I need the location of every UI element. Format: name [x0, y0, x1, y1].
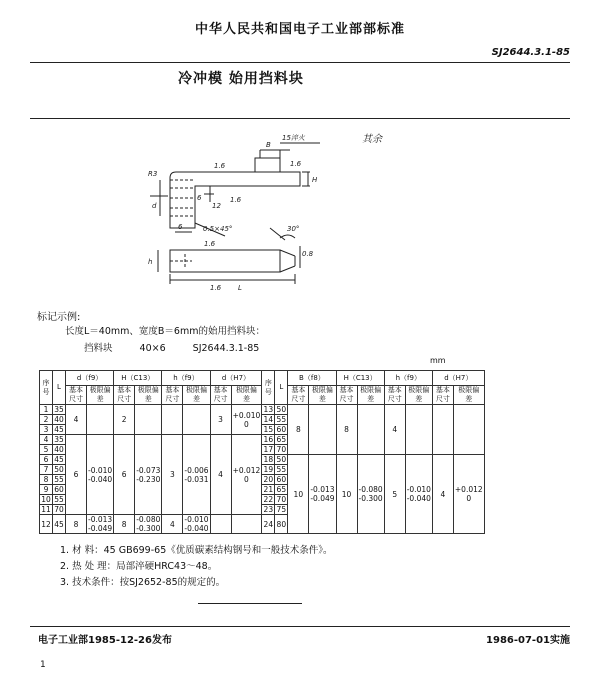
row-seq: 11	[41, 505, 51, 514]
sub-dev: 极限偏差	[87, 386, 114, 405]
label-roughness-2: 1.6	[290, 160, 302, 168]
dH7-2-basic	[432, 405, 453, 455]
row-seq: 4	[40, 435, 53, 445]
row-seq-2: 20	[263, 475, 274, 484]
label-h-side: h	[148, 258, 153, 266]
row-seq-2: 21	[263, 485, 274, 494]
row-seq-2: 23	[263, 505, 274, 514]
row-L-2: 50	[276, 405, 287, 414]
marking-heading: 标记示例:	[37, 312, 81, 323]
dH7-basic: 4	[210, 435, 231, 515]
label-roughness-3: 1.6	[230, 196, 242, 204]
row-L: 40	[54, 445, 64, 454]
sub-dev: 极限偏差	[453, 386, 484, 405]
col-H2-C13: H（C13）	[336, 371, 384, 386]
H-basic: 6	[114, 435, 135, 515]
h-basic	[162, 405, 183, 435]
marking-line1: 长度L＝40mm、宽度B＝6mm的始用挡料块：	[65, 326, 265, 337]
col-H-C13: H（C13）	[114, 371, 162, 386]
sub-basic: 基本尺寸	[66, 386, 87, 405]
H-dev: -0.080 -0.300	[136, 515, 161, 533]
col-h-f9: h（f9）	[162, 371, 210, 386]
dH7-2-basic: 4	[432, 455, 453, 534]
B-basic: 10	[288, 455, 309, 534]
row-L: 35	[54, 405, 64, 414]
marking-size: 40×6	[139, 343, 166, 354]
h2-basic: 4	[384, 405, 405, 455]
d-basic: 6	[66, 435, 87, 515]
label-roughness-1: 1.6	[214, 162, 226, 170]
row-L: 70	[54, 505, 64, 514]
col-d-H7: d（H7）	[210, 371, 262, 386]
row-L: 45	[54, 425, 64, 434]
sub-basic: 基本尺寸	[114, 386, 135, 405]
standard-code: SJ2644.3.1-85	[491, 47, 570, 58]
notes-divider	[198, 603, 302, 604]
row-L-2: 65	[276, 435, 287, 444]
d-dev: -0.010 -0.040	[87, 435, 114, 515]
row-seq-2: 16	[263, 435, 274, 444]
H-dev: -0.073 -0.230	[135, 435, 162, 515]
sub-basic: 基本尺寸	[210, 386, 231, 405]
effective-date: 1986-07-01实施	[486, 635, 570, 646]
h-basic: 3	[162, 435, 183, 515]
col-h2-f9: h（f9）	[384, 371, 432, 386]
label-six-b: 6	[178, 223, 183, 231]
note-2: 2. 热 处 理：局部淬硬HRC43～48。	[60, 561, 218, 572]
h2-basic: 5	[384, 455, 405, 534]
sub-dev: 极限偏差	[405, 386, 432, 405]
row-L-2: 55	[276, 415, 287, 424]
row-L-2: 80	[275, 515, 288, 534]
d-dev: -0.013 -0.049	[88, 515, 113, 533]
col-B-f8: B（f8）	[288, 371, 336, 386]
row-L-2: 60	[276, 425, 287, 434]
row-L-2: 55	[276, 465, 287, 474]
sub-basic: 基本尺寸	[384, 386, 405, 405]
row-seq: 1	[40, 405, 53, 415]
sub-dev: 极限偏差	[231, 386, 262, 405]
label-r3: R3	[148, 170, 158, 178]
d-basic: 4	[66, 405, 87, 435]
col-seq-2: 序号	[262, 371, 275, 405]
spec-table	[39, 370, 485, 534]
unit-label: mm	[430, 356, 446, 365]
h-dev	[183, 405, 210, 435]
row-seq-2: 22	[263, 495, 274, 504]
row-L: 55	[54, 475, 64, 484]
label-chamfer: 0.5×45°	[203, 225, 233, 233]
row-L: 60	[54, 485, 64, 494]
sub-dev: 极限偏差	[309, 386, 336, 405]
h2-dev	[405, 405, 432, 455]
marking-line2	[84, 340, 283, 354]
issue-date: 电子工业部1985-12-26发布	[38, 635, 172, 646]
dH7-dev	[231, 515, 262, 534]
row-L-2: 70	[276, 445, 287, 454]
col-d2-H7: d（H7）	[432, 371, 484, 386]
row-L-2: 65	[276, 485, 287, 494]
sub-basic: 基本尺寸	[288, 386, 309, 405]
document-title: 冷冲模 始用挡料块	[178, 71, 304, 87]
h-basic: 4	[162, 515, 183, 534]
dH7-dev: +0.010 0	[231, 405, 262, 435]
row-seq-2: 19	[263, 465, 274, 474]
row-seq: 9	[40, 485, 53, 495]
label-length: L	[238, 284, 242, 292]
dH7-2-dev: +0.012 0	[453, 455, 484, 534]
row-L-2: 75	[276, 505, 287, 514]
row-L-2: 50	[276, 455, 287, 464]
label-roughness-5: 0.8	[302, 250, 314, 258]
row-L-2: 60	[276, 475, 287, 484]
sub-dev: 极限偏差	[357, 386, 384, 405]
B-dev	[309, 405, 336, 455]
label-rest: 其余	[362, 134, 382, 145]
label-six-a: 6	[197, 194, 202, 202]
footer-rule	[30, 626, 570, 627]
table-header-row-1	[40, 371, 485, 386]
h2-dev: -0.010 -0.040	[405, 455, 432, 534]
col-L-2: L	[275, 371, 288, 405]
page-number: 1	[40, 660, 46, 670]
sub-basic: 基本尺寸	[336, 386, 357, 405]
col-L: L	[53, 371, 66, 405]
H-basic: 8	[114, 515, 135, 534]
label-d: d	[152, 202, 157, 210]
label-roughness-6: 1.6	[210, 284, 222, 292]
dH7-dev: +0.012 0	[231, 435, 262, 515]
row-L: 45	[53, 515, 66, 534]
row-seq: 3	[40, 425, 53, 435]
H-dev	[135, 405, 162, 435]
row-seq: 7	[40, 465, 53, 475]
label-twelve: 12	[212, 202, 221, 210]
row-seq-2: 15	[263, 425, 274, 434]
row-L: 55	[54, 495, 64, 504]
dH7-2-dev	[453, 405, 484, 455]
col-d-f9: d（f9）	[66, 371, 114, 386]
row-seq: 8	[40, 475, 53, 485]
drawing-head-slot	[255, 158, 280, 172]
B-basic: 8	[288, 405, 309, 455]
label-angle: 30°	[287, 225, 300, 233]
row-seq: 2	[40, 415, 53, 425]
row-seq: 10	[41, 495, 51, 504]
row-L-2: 70	[276, 495, 287, 504]
d-dev	[87, 405, 114, 435]
H2-dev: -0.080 -0.300	[357, 455, 384, 534]
sub-basic: 基本尺寸	[432, 386, 453, 405]
org-title: 中华人民共和国电子工业部部标准	[194, 22, 405, 37]
dH7-basic	[210, 515, 231, 534]
label-quench: 15淬火	[282, 134, 305, 142]
note-1: 1. 材 料：45 GB699-65《优质碳素结构钢号和一般技术条件》。	[60, 545, 333, 556]
label-roughness-4: 1.6	[204, 240, 216, 248]
row-seq-2: 17	[263, 445, 274, 454]
label-h: H	[312, 176, 318, 184]
B-dev: -0.013 -0.049	[309, 455, 336, 534]
H2-basic: 10	[336, 455, 357, 534]
row-seq: 5	[40, 445, 53, 455]
sub-dev: 极限偏差	[183, 386, 210, 405]
row-L: 50	[54, 465, 64, 474]
part-drawing	[130, 128, 430, 303]
row-L: 40	[54, 415, 64, 424]
row-L: 45	[54, 455, 64, 464]
H-basic: 2	[114, 405, 135, 435]
row-seq-2: 18	[263, 455, 274, 464]
sub-dev: 极限偏差	[135, 386, 162, 405]
dH7-basic: 3	[210, 405, 231, 435]
label-b: B	[266, 141, 271, 149]
title-rule	[30, 118, 570, 119]
row-seq: 6	[40, 455, 53, 465]
col-seq: 序号	[40, 371, 53, 405]
row-seq-2: 14	[263, 415, 274, 424]
row-seq-2: 24	[262, 515, 275, 534]
h-dev: -0.006 -0.031	[183, 435, 210, 515]
row-seq-2: 13	[263, 405, 274, 414]
row-seq: 12	[40, 515, 53, 534]
d-basic: 8	[66, 515, 87, 534]
table-row	[40, 405, 485, 415]
H2-dev	[357, 405, 384, 455]
h-dev: -0.010 -0.040	[184, 515, 209, 533]
marking-name: 挡料块	[84, 343, 113, 354]
note-3: 3. 技术条件：按SJ2652-85的规定的。	[60, 577, 226, 588]
H2-basic: 8	[336, 405, 357, 455]
sub-basic: 基本尺寸	[162, 386, 183, 405]
header-rule	[30, 62, 570, 63]
row-L: 35	[54, 435, 64, 444]
marking-code: SJ2644.3.1-85	[192, 343, 260, 354]
